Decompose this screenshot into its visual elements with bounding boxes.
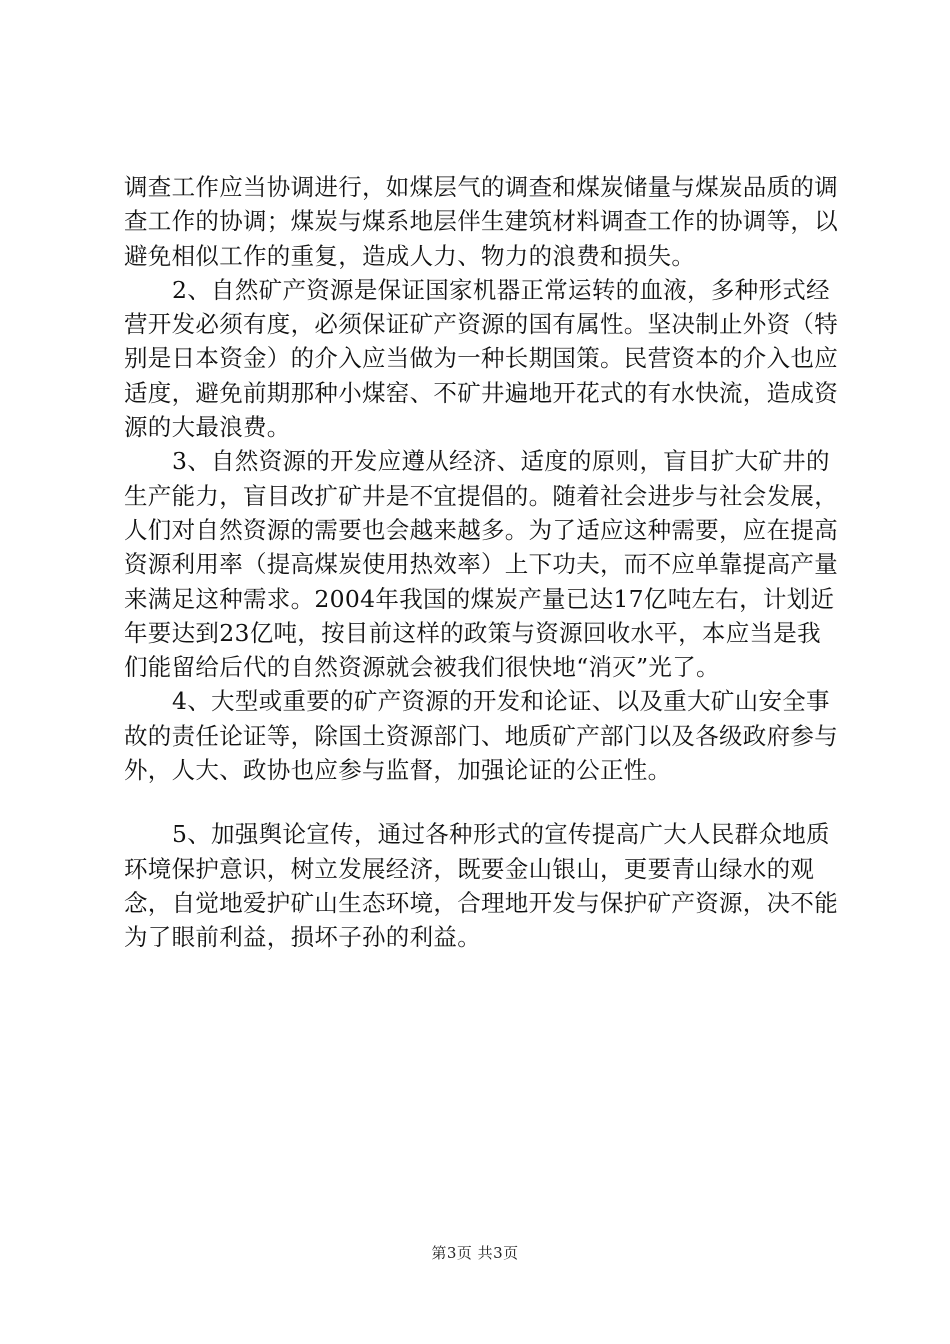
paragraph-continuation: 调查工作应当协调进行，如煤层气的调查和煤炭储量与煤炭品质的调查工作的协调；煤炭与煤系地层伴生建筑材料调查工作的协调等，以避免相似工作的重复，造成人力、物力的浪费和损失。: [124, 173, 838, 270]
page-number-footer: 第3页 共3页: [431, 1244, 519, 1262]
paragraph-item-2: 2、自然矿产资源是保证国家机器正常运转的血液，多种形式经营开发必须有度，必须保证矿产资源的国有属性。坚决制止外资（特别是日本资金）的介入应当做为一种长期国策。民营资本的介入也应适度，避免前期那种小煤窑、不矿井遍地开花式的有水快流，造成资源的大最浪费。: [124, 275, 838, 442]
paragraph-item-4: 4、大型或重要的矿产资源的开发和论证、以及重大矿山安全事故的责任论证等，除国土资源部门、地质矿产部门以及各级政府参与外，人大、政协也应参与监督，加强论证的公正性。: [124, 687, 838, 785]
document-body: [124, 170, 844, 955]
paragraph-item-3: 3、自然资源的开发应遵从经济、适度的原则，盲目扩大矿井的生产能力，盲目改扩矿井是不宜提倡的。随着社会进步与社会发展，人们对自然资源的需要也会越来越多。为了适应这种需要，应在提高资源利用率（提高煤炭使用热效率）上下功夫，而不应单靠提高产量来满足这种需求。2004年我国的煤炭产量已达17亿吨左右，计划近年要达到23亿吨，按目前这样的政策与资源回收水平，本应当是我们能留给后代的自然资源就会被我们很快地“消灭”光了。: [124, 447, 838, 682]
paragraph-item-5: 5、加强舆论宣传，通过各种形式的宣传提高广大人民群众地质环境保护意识，树立发展经济，既要金山银山，更要青山绿水的观念，自觉地爱护矿山生态环境，合理地开发与保护矿产资源，决不能为了眼前利益，损坏子孙的利益。: [124, 820, 838, 952]
